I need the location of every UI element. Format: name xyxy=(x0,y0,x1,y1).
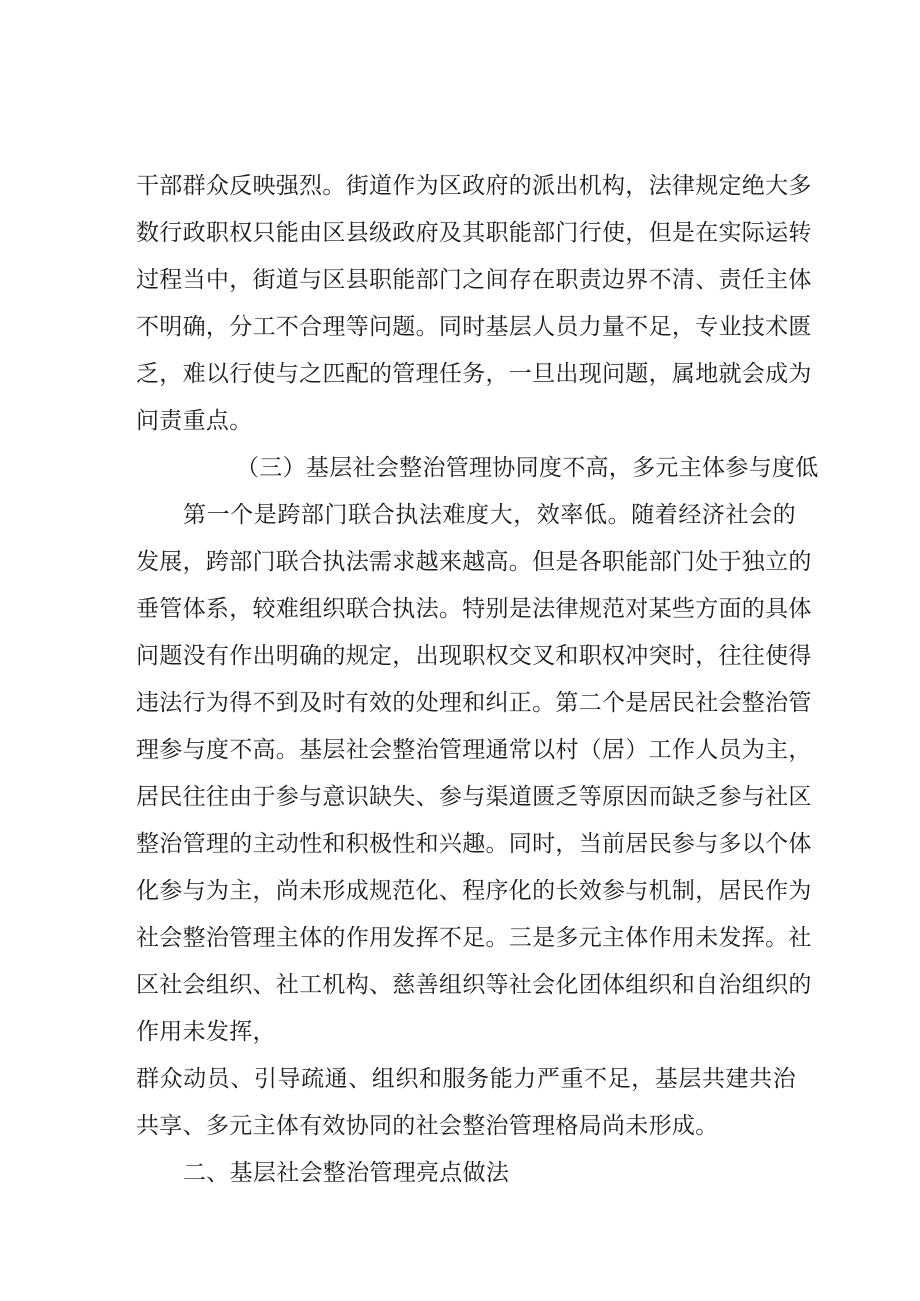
text-line: 垂管体系，较难组织联合执法。特别是法律规范对某些方面的具体 xyxy=(136,596,812,622)
text-line: 不明确，分工不合理等问题。同时基层人员力量不足，专业技术匮 xyxy=(136,314,812,340)
text-line: 乏，难以行使与之匹配的管理任务，一旦出现问题，属地就会成为 xyxy=(136,361,812,387)
text-line: 共享、多元主体有效协同的社会整治管理格局尚未形成。 xyxy=(136,1113,719,1139)
text-line: 整治管理的主动性和积极性和兴趣。同时，当前居民参与多以个体 xyxy=(136,831,812,857)
text-line: 发展，跨部门联合执法需求越来越高。但是各职能部门处于独立的 xyxy=(136,549,812,575)
section-heading: （三）基层社会整治管理协同度不高，多元主体参与度低 xyxy=(236,455,819,481)
text-line: 干部群众反映强烈。街道作为区政府的派出机构，法律规定绝大多 xyxy=(136,173,812,199)
text-line: 数行政职权只能由区县级政府及其职能部门行使，但是在实际运转 xyxy=(136,220,812,246)
text-line: 群众动员、引导疏通、组织和服务能力严重不足，基层共建共治 xyxy=(136,1066,796,1092)
text-line: 理参与度不高。基层社会整治管理通常以村（居）工作人员为主， xyxy=(136,737,812,763)
text-line: 居民往往由于参与意识缺失、参与渠道匮乏等原因而缺乏参与社区 xyxy=(136,784,812,810)
section-heading: 二、基层社会整治管理亮点做法 xyxy=(183,1160,510,1186)
text-line: 社会整治管理主体的作用发挥不足。三是多元主体作用未发挥。社 xyxy=(136,925,812,951)
text-line: 问责重点。 xyxy=(136,408,253,434)
text-line: 作用未发挥， xyxy=(136,1019,276,1045)
text-line: 违法行为得不到及时有效的处理和纠正。第二个是居民社会整治管 xyxy=(136,690,812,716)
text-line: 第一个是跨部门联合执法难度大，效率低。随着经济社会的 xyxy=(183,502,796,528)
text-line: 区社会组织、社工机构、慈善组织等社会化团体组织和自治组织的 xyxy=(136,972,812,998)
text-line: 问题没有作出明确的规定，出现职权交叉和职权冲突时，往往使得 xyxy=(136,643,812,669)
text-line: 过程当中，街道与区县职能部门之间存在职责边界不清、责任主体 xyxy=(136,267,812,293)
text-line: 化参与为主，尚未形成规范化、程序化的长效参与机制，居民作为 xyxy=(136,878,812,904)
